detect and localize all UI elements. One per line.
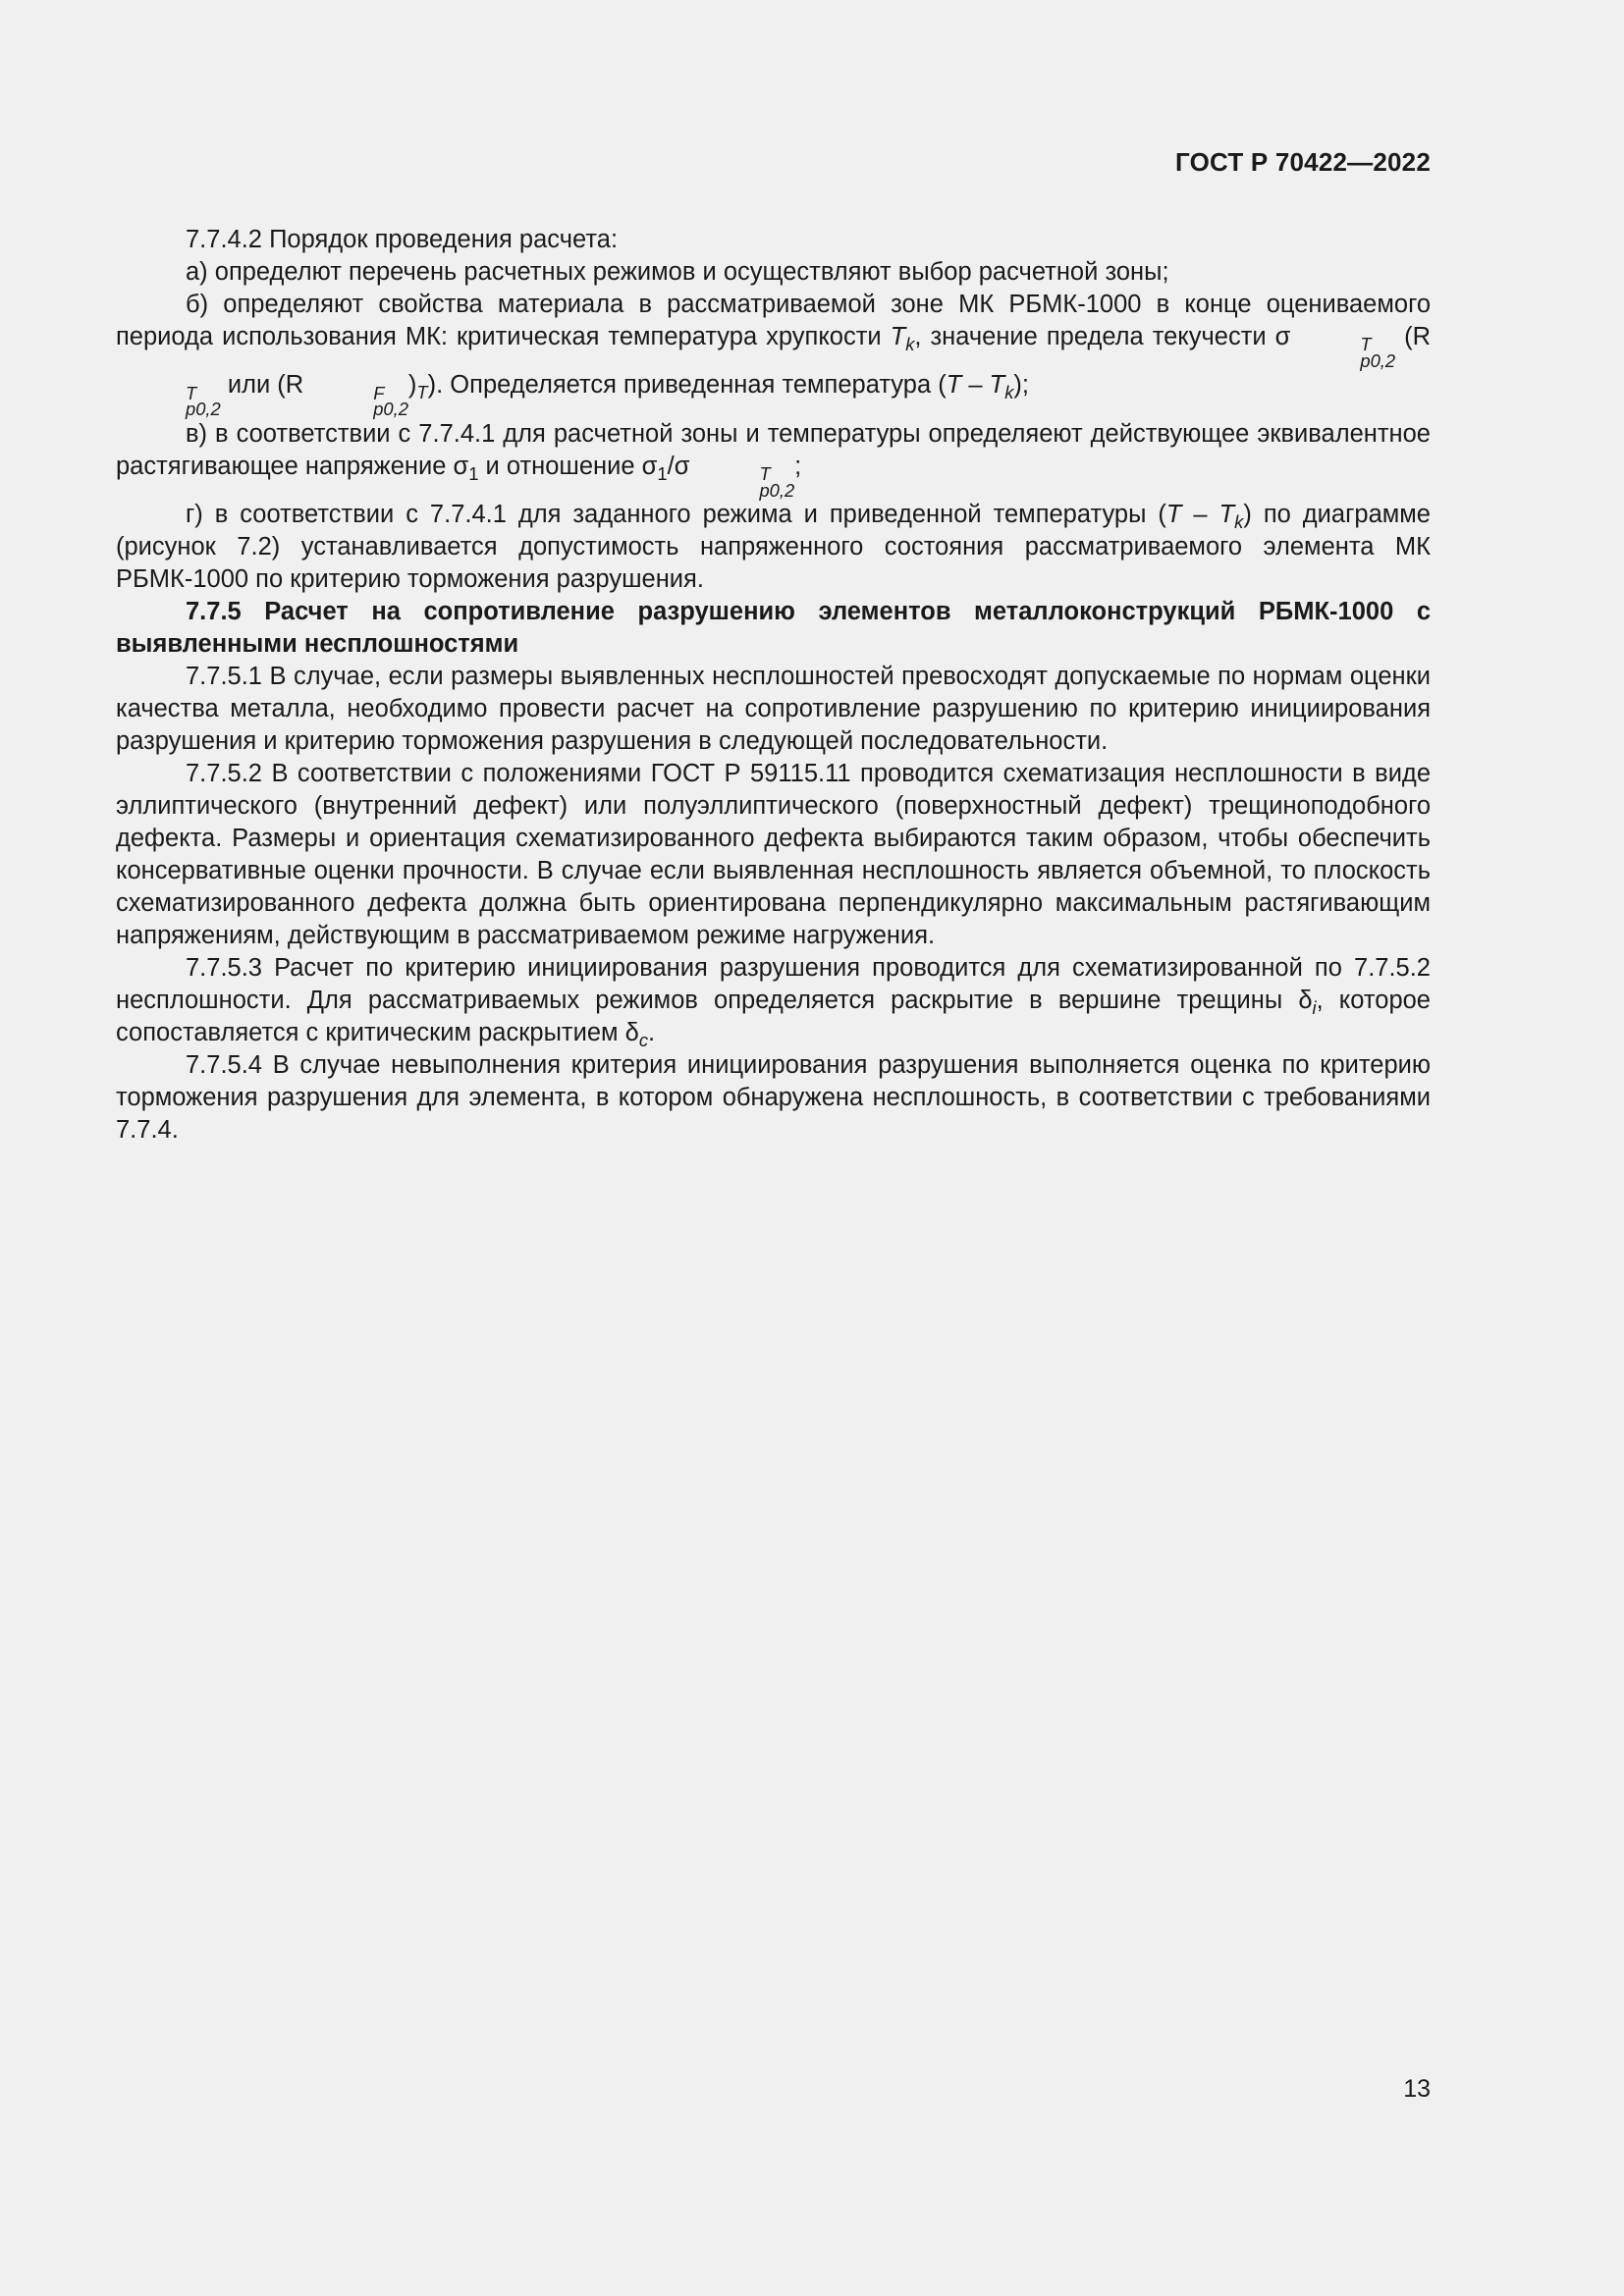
list-item-g: г) в соответствии с 7.7.4.1 для заданного режима и приведенной температуры $(T - T_k)$ по диаграмме (рисунок 7.2) устанавливается допустимость напряженного состояния рассматриваемого элемента МК РБМК-1000 по критерию торможения разрушения. bbox=[116, 501, 1431, 594]
list-item-a: а) определют перечень расчетных режимов и осуществляют выбор расчетной зоны; bbox=[186, 258, 1169, 286]
paragraph-7-7-5-4: 7.7.5.4 В случае невыполнения критерия инициирования разрушения выполняется оценка по критерию торможения разрушения для элемента, в котором обнаружена несплошность, в соответствии с требованиями 7.7.4. bbox=[116, 1051, 1431, 1145]
section-heading-7-7-5: 7.7.5 Расчет на сопротивление разрушению элементов металлоконструкций РБМК-1000 с выявленными несплошностями bbox=[116, 598, 1431, 659]
paragraph-7-7-4-2: 7.7.4.2 Порядок проведения расчета: bbox=[186, 226, 619, 253]
paragraph-7-7-5-2: 7.7.5.2 В соответствии с положениями ГОСТ Р 59115.11 проводится схематизация несплошности в виде эллиптического (внутренний дефект) или полуэллиптического (поверхностный дефект) трещиноподобного дефекта. Размеры и ориентация схематизированного дефекта выбираются таким образом, чтобы обеспечить консервативные оценки прочности. В случае если выявленная несплошность является объемной, то плоскость схематизированного дефекта должна быть ориентирована перпендикулярно максимальным растягивающим напряжениям, действующим в рассматриваемом режиме нагружения. bbox=[116, 760, 1431, 950]
paragraph-7-7-5-1: 7.7.5.1 В случае, если размеры выявленных несплошностей превосходят допускаемые по нормам оценки качества металла, необходимо провести расчет на сопротивление разрушению по критерию инициирования разрушения и критерию торможения разрушения в следующей последовательности. bbox=[116, 663, 1431, 756]
page-number: 13 bbox=[1403, 2075, 1431, 2103]
paragraph-7-7-5-3: 7.7.5.3 Расчет по критерию инициирования разрушения проводится для схематизированной по 7.7.5.2 несплошности. Для рассматриваемых режимов определяется раскрытие в вершине трещины $\delta_i$, которое сопоставляется с критическим раскрытием $\delta_c$. bbox=[116, 954, 1431, 1051]
list-item-v: в) в соответствии с 7.7.4.1 для расчетной зоны и температуры определяеют действующее эквивалентное растягивающее напряжение $\sigma_1$ и отношение $\sigma_1/\sigma$ T p0,2 ; bbox=[116, 419, 1431, 501]
list-item-b: б) определяют свойства материала в рассматриваемой зоне МК РБМК-1000 в конце оцениваемого периода использования МК: критическая температура хрупкости $T_k$, значение предела текучести σ T p0,2 (R T p0,2 или (R F p0,2 )$_T$). Определяется приведенная температура $(T - T_k)$; bbox=[116, 291, 1431, 420]
document-header: ГОСТ Р 70422—2022 bbox=[1175, 147, 1431, 177]
document-body bbox=[116, 224, 1431, 1147]
